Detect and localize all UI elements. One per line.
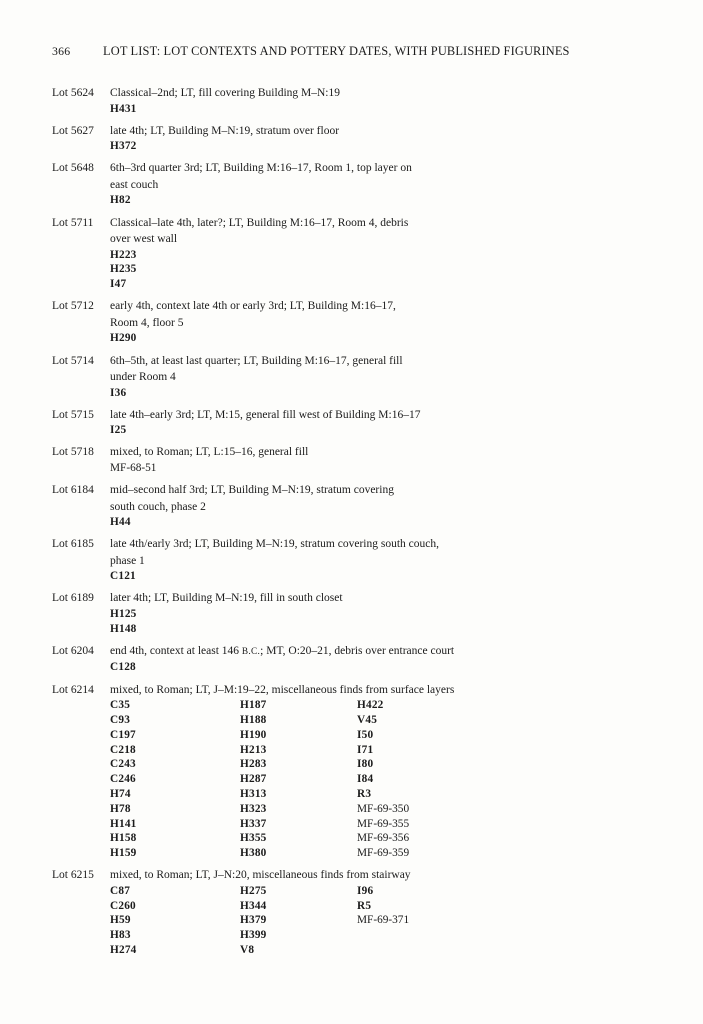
figurine-column bbox=[110, 698, 240, 861]
lot-entry bbox=[52, 353, 663, 401]
lot-description-line: 6th–5th, at least last quarter; LT, Building M:16–17, general fill bbox=[110, 354, 403, 367]
figurine-id: C197 bbox=[110, 728, 136, 741]
figurine-column bbox=[110, 660, 240, 675]
lot-description-line: phase 1 bbox=[110, 554, 145, 567]
lot-entry-body bbox=[110, 123, 663, 154]
lot-description-line: mixed, to Roman; LT, J–M:19–22, miscellaneous finds from surface layers bbox=[110, 683, 455, 696]
lot-entry bbox=[52, 85, 663, 116]
lot-entry-body bbox=[110, 590, 663, 636]
figurine-column bbox=[110, 515, 240, 530]
figurine-id: H223 bbox=[110, 248, 137, 261]
lot-label: Lot 6184 bbox=[52, 484, 94, 497]
lot-entry bbox=[52, 407, 663, 438]
lot-entry bbox=[52, 590, 663, 636]
figurine-id: C246 bbox=[110, 773, 136, 786]
figurine-id: H82 bbox=[110, 194, 131, 207]
lot-entry-body bbox=[110, 407, 663, 438]
lot-description-line: late 4th/early 3rd; LT, Building M–N:19, stratum covering south couch, bbox=[110, 538, 439, 551]
bc-smallcaps: B.C. bbox=[241, 646, 261, 657]
figurine-id: I96 bbox=[357, 884, 374, 897]
lot-description-line: over west wall bbox=[110, 233, 178, 246]
figurine-id: I84 bbox=[357, 773, 374, 786]
figurine-id: I25 bbox=[110, 424, 127, 437]
lot-description-line: late 4th–early 3rd; LT, M:15, general fill west of Building M:16–17 bbox=[110, 408, 421, 421]
figurine-id: C260 bbox=[110, 899, 136, 912]
lot-entry-body bbox=[110, 643, 663, 675]
lot-entry-body bbox=[110, 85, 663, 116]
lot-entry-body bbox=[110, 353, 663, 401]
figurine-id: V8 bbox=[240, 943, 255, 956]
figurine-id: MF-69-371 bbox=[357, 914, 410, 927]
lot-description-line: east couch bbox=[110, 178, 159, 191]
lot-description-line: under Room 4 bbox=[110, 371, 176, 384]
figurine-id: C128 bbox=[110, 661, 136, 674]
figurine-id: H83 bbox=[110, 929, 131, 942]
lot-description-line: Classical–late 4th, later?; LT, Building M:16–17, Room 4, debris bbox=[110, 216, 409, 229]
figurine-id: H274 bbox=[110, 943, 137, 956]
figurine-column bbox=[357, 884, 409, 958]
figurine-columns bbox=[110, 102, 663, 117]
page-header bbox=[52, 44, 663, 59]
lot-entry bbox=[52, 298, 663, 346]
figurine-columns bbox=[110, 607, 663, 637]
figurine-id: MF-68-51 bbox=[110, 461, 157, 474]
figurine-column bbox=[110, 331, 240, 346]
lot-label: Lot 5648 bbox=[52, 162, 94, 175]
figurine-id: C121 bbox=[110, 570, 136, 583]
lot-label: Lot 6204 bbox=[52, 644, 94, 657]
figurine-id: H379 bbox=[240, 914, 267, 927]
figurine-id: I47 bbox=[110, 278, 127, 291]
figurine-id: R3 bbox=[357, 787, 372, 800]
figurine-id: V45 bbox=[357, 713, 378, 726]
figurine-id: H431 bbox=[110, 102, 137, 115]
figurine-id: I50 bbox=[357, 728, 374, 741]
figurine-column bbox=[110, 569, 240, 584]
figurine-column bbox=[110, 461, 240, 476]
lot-entry bbox=[52, 160, 663, 208]
figurine-id: H190 bbox=[240, 728, 267, 741]
lot-entry-body bbox=[110, 444, 663, 475]
lot-label: Lot 5711 bbox=[52, 216, 94, 229]
lot-description-line: Room 4, floor 5 bbox=[110, 316, 184, 329]
lot-label: Lot 5715 bbox=[52, 408, 94, 421]
lot-label: Lot 6185 bbox=[52, 538, 94, 551]
lot-label: Lot 5714 bbox=[52, 354, 94, 367]
figurine-column bbox=[110, 884, 240, 958]
figurine-id: I71 bbox=[357, 743, 374, 756]
figurine-id: H187 bbox=[240, 699, 267, 712]
figurine-id: H78 bbox=[110, 802, 131, 815]
lot-entry bbox=[52, 482, 663, 530]
figurine-column bbox=[240, 884, 357, 958]
figurine-columns bbox=[110, 423, 663, 438]
figurine-id: C35 bbox=[110, 699, 131, 712]
lot-entry bbox=[52, 215, 663, 292]
figurine-id: H148 bbox=[110, 622, 137, 635]
figurine-columns bbox=[110, 660, 663, 675]
figurine-id: H337 bbox=[240, 817, 267, 830]
figurine-id: H380 bbox=[240, 847, 267, 860]
lot-description-line: mixed, to Roman; LT, J–N:20, miscellaneous finds from stairway bbox=[110, 869, 411, 882]
figurine-id: C87 bbox=[110, 884, 131, 897]
figurine-id: C218 bbox=[110, 743, 136, 756]
figurine-id: H283 bbox=[240, 758, 267, 771]
lot-label: Lot 5627 bbox=[52, 124, 94, 137]
lot-entry-body bbox=[110, 160, 663, 208]
lot-entry bbox=[52, 682, 663, 861]
figurine-column bbox=[110, 248, 240, 292]
lot-entry-body bbox=[110, 482, 663, 530]
figurine-column bbox=[110, 607, 240, 637]
figurine-columns bbox=[110, 569, 663, 584]
figurine-columns bbox=[110, 331, 663, 346]
figurine-id: H213 bbox=[240, 743, 267, 756]
lot-description-line: Classical–2nd; LT, fill covering Building M–N:19 bbox=[110, 87, 340, 99]
figurine-id: C243 bbox=[110, 758, 136, 771]
lot-entry-body bbox=[110, 682, 663, 861]
figurine-column bbox=[110, 193, 240, 208]
figurine-columns bbox=[110, 139, 663, 154]
figurine-columns bbox=[110, 248, 663, 292]
lot-description-line: late 4th; LT, Building M–N:19, stratum over floor bbox=[110, 124, 340, 137]
figurine-id: MF-69-359 bbox=[357, 847, 410, 860]
figurine-id: MF-69-356 bbox=[357, 832, 410, 845]
figurine-id: C93 bbox=[110, 713, 131, 726]
lot-entry-body bbox=[110, 867, 663, 957]
figurine-id: H235 bbox=[110, 263, 137, 276]
lot-label: Lot 5718 bbox=[52, 446, 94, 459]
figurine-id: H158 bbox=[110, 832, 137, 845]
figurine-id: H141 bbox=[110, 817, 137, 830]
figurine-id: I36 bbox=[110, 386, 127, 399]
figurine-id: H59 bbox=[110, 914, 131, 927]
figurine-id: MF-69-350 bbox=[357, 802, 410, 815]
figurine-id: H188 bbox=[240, 713, 267, 726]
figurine-columns bbox=[110, 515, 663, 530]
figurine-id: H323 bbox=[240, 802, 267, 815]
figurine-column bbox=[110, 423, 240, 438]
figurine-id: H344 bbox=[240, 899, 267, 912]
lot-description-line: end 4th, context at least 146 B.C.; MT, O:20–21, debris over entrance court bbox=[110, 644, 455, 657]
figurine-id: H313 bbox=[240, 787, 267, 800]
figurine-id: H287 bbox=[240, 773, 267, 786]
figurine-id: H372 bbox=[110, 140, 137, 153]
entries-list bbox=[52, 85, 663, 958]
figurine-columns bbox=[110, 193, 663, 208]
figurine-id: H44 bbox=[110, 516, 131, 529]
lot-description-line: mixed, to Roman; LT, L:15–16, general fill bbox=[110, 446, 309, 459]
lot-entry-body bbox=[110, 215, 663, 292]
lot-label: Lot 5624 bbox=[52, 87, 94, 99]
figurine-id: I80 bbox=[357, 758, 374, 771]
figurine-column bbox=[110, 386, 240, 401]
lot-entry bbox=[52, 643, 663, 675]
figurine-column bbox=[110, 102, 240, 117]
figurine-columns bbox=[110, 386, 663, 401]
lot-entry-body bbox=[110, 536, 663, 584]
figurine-id: H159 bbox=[110, 847, 137, 860]
lot-label: Lot 6214 bbox=[52, 683, 94, 696]
figurine-id: H422 bbox=[357, 699, 384, 712]
figurine-column bbox=[240, 698, 357, 861]
figurine-id: H74 bbox=[110, 787, 131, 800]
lot-label: Lot 6215 bbox=[52, 869, 94, 882]
lot-description-line: south couch, phase 2 bbox=[110, 500, 206, 513]
figurine-column bbox=[357, 698, 409, 861]
lot-description-line: early 4th, context late 4th or early 3rd; LT, Building M:16–17, bbox=[110, 300, 396, 313]
figurine-id: H290 bbox=[110, 332, 137, 345]
lot-entry bbox=[52, 867, 663, 957]
lot-label: Lot 6189 bbox=[52, 592, 94, 605]
figurine-id: H355 bbox=[240, 832, 267, 845]
lot-entry bbox=[52, 536, 663, 584]
lot-label: Lot 5712 bbox=[52, 300, 94, 313]
figurine-id: H125 bbox=[110, 607, 137, 620]
lot-entry-body bbox=[110, 298, 663, 346]
page-number: 366 bbox=[52, 44, 71, 58]
page-title: LOT LIST: LOT CONTEXTS AND POTTERY DATES, WITH PUBLISHED FIGURINES bbox=[103, 44, 570, 58]
figurine-columns bbox=[110, 698, 663, 861]
figurine-id: MF-69-355 bbox=[357, 817, 410, 830]
lot-entry bbox=[52, 123, 663, 154]
figurine-column bbox=[110, 139, 240, 154]
lot-description-line: mid–second half 3rd; LT, Building M–N:19, stratum covering bbox=[110, 484, 394, 497]
figurine-id: R5 bbox=[357, 899, 372, 912]
figurine-id: H399 bbox=[240, 929, 267, 942]
figurine-columns bbox=[110, 461, 663, 476]
lot-entry bbox=[52, 444, 663, 475]
figurine-columns bbox=[110, 884, 663, 958]
lot-description-line: later 4th; LT, Building M–N:19, fill in south closet bbox=[110, 592, 343, 605]
figurine-id: H275 bbox=[240, 884, 267, 897]
lot-description-line: 6th–3rd quarter 3rd; LT, Building M:16–17, Room 1, top layer on bbox=[110, 162, 412, 175]
